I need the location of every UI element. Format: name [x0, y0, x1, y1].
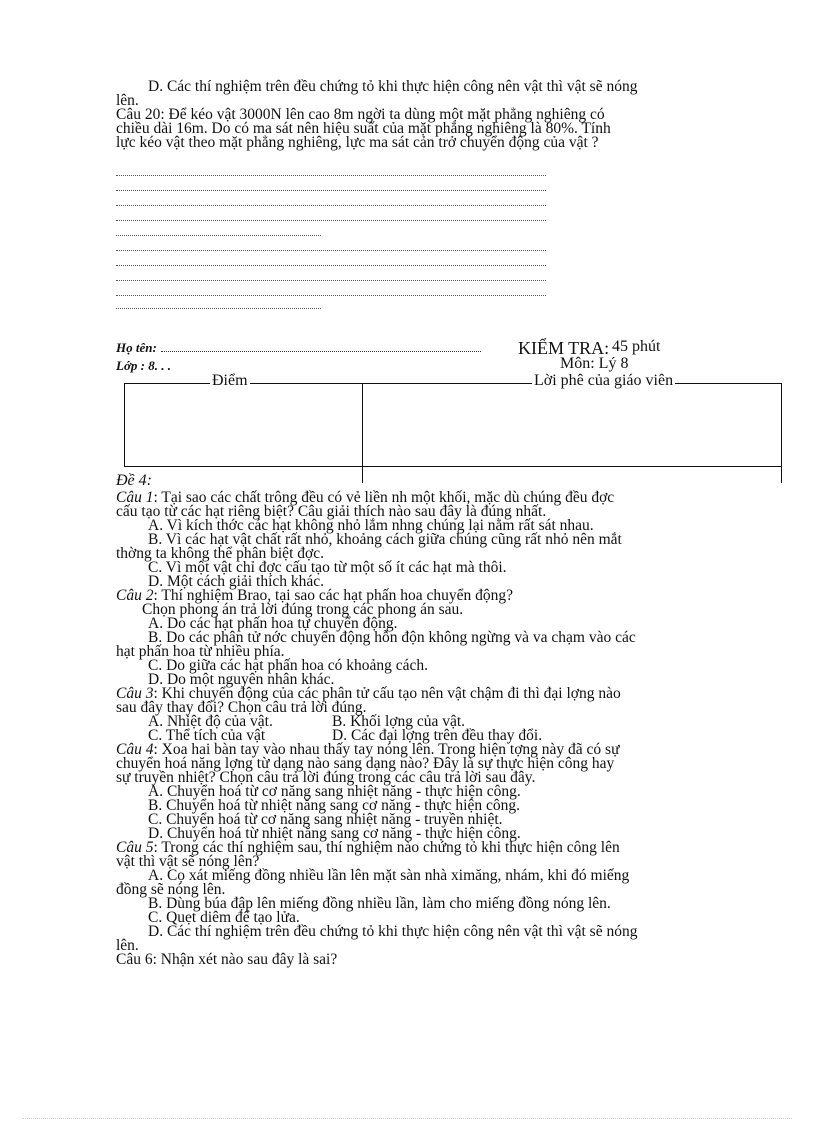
answer-line — [116, 240, 546, 251]
q2-option-b: B. Do các phân tử nớc chuyển động hỗn độn không ngừng và va chạm vào các — [148, 629, 636, 646]
comment-label: Lời phê của giáo viên — [534, 372, 674, 389]
name-field: Họ tên: — [116, 340, 481, 356]
answer-line — [116, 298, 321, 309]
exam-code: Đề 4: — [116, 472, 152, 489]
question-4: Câu 4: Xoa hai bàn tay vào nhau thấy tay nóng lên. Trong hiện tợng này đã có sự — [116, 741, 620, 758]
test-duration: 45 phút — [612, 338, 661, 355]
q3-option-b: B. Khối lợng của vật. — [332, 713, 466, 730]
answer-line — [116, 210, 546, 221]
test-title: KIỂM TRA: — [518, 338, 610, 358]
q19-option-d: D. Các thí nghiệm trên đều chứng tỏ khi thực hiện công nên vật thì vật sẽ nóng — [148, 78, 638, 95]
q4-option-d: D. Chuyển hoá từ nhiệt năng sang cơ năng - thực hiện công. — [148, 825, 521, 842]
test-subject: Môn: Lý 8 — [560, 355, 629, 372]
class-field: Lớp : 8. . . — [116, 358, 171, 373]
q3-option-c: C. Thể tích của vật — [148, 727, 266, 744]
q3-option-a: A. Nhiệt độ của vật. — [148, 713, 273, 730]
answer-line — [116, 285, 546, 296]
question-2: Câu 2: Thí nghiệm Brao, tại sao các hạt phấn hoa chuyển động? — [116, 587, 514, 604]
answer-line — [116, 225, 321, 236]
question-3: Câu 3: Khi chuyển động của các phân tử cấu tạo nên vật chậm đi thì đại lợng nào — [116, 685, 621, 702]
question-5: Câu 5: Trong các thí nghiệm sau, thí nghiệm nào chứng tỏ khi thực hiện công lên — [116, 839, 620, 856]
answer-line — [116, 195, 546, 206]
q2-option-c: C. Do giữa các hạt phấn hoa có khoảng cách. — [148, 657, 428, 674]
score-comment-box — [124, 372, 782, 467]
q5-option-b: B. Dùng búa đập lên miếng đồng nhiều lần, làm cho miếng đồng nóng lên. — [148, 895, 611, 912]
top-section: D. Các thí nghiệm trên đều chứng tỏ khi thực hiện công nên vật thì vật sẽ nóng lên. Câu 20: Để kéo vật 3000N lên cao 8m ngời ta dùng một mặt phẳng nghiêng có chiều dài 16m. Do có ma sát nên hiệu suất của mặt phẳng nghiêng là 80%. Tính lực kéo vật theo mặt phẳng nghiêng, lực ma sát cản trở chuyển động của vật ? — [116, 80, 756, 150]
q4-option-b: B. Chuyển hoá từ nhiệt năng sang cơ năng - thực hiện công. — [148, 797, 520, 814]
answer-line — [116, 165, 546, 176]
question-6: Câu 6: Nhận xét nào sau đây là sai? — [116, 951, 338, 968]
answer-line — [116, 180, 546, 191]
q1-option-b: B. Vì các hạt vật chất rất nhỏ, khoảng cách giữa chúng cũng rất nhỏ nên mắt — [148, 531, 622, 548]
q5-option-d: D. Các thí nghiệm trên đều chứng tỏ khi thực hiện công nên vật thì vật sẽ nóng — [148, 923, 638, 940]
q2-option-a: A. Do các hạt phấn hoa tự chuyển động. — [148, 615, 398, 632]
answer-line — [116, 255, 546, 266]
q2-option-d: D. Do một nguyên nhân khác. — [148, 671, 335, 688]
q5-option-c: C. Quẹt diêm để tạo lửa. — [148, 909, 300, 926]
questions: Câu 1: Tại sao các chất trông đều có vẻ liền nh một khối, mặc dù chúng đều đợc cấu tạo từ các hạt riêng biệt? Câu giải thích nào sau đây là đúng nhất. A. Vì kích thớc các hạt không nhỏ lắm nhng chúng lại nằm rất sát nhau. B. Vì các hạt vật chất rất nhỏ, khoảng cách giữa chúng cũng rất nhỏ nên mắt thờng ta không thể phân biệt đợc. C. Vì một vật chỉ đợc cấu tạo từ một số ít các hạt mà thôi. D. Một cách giải thích khác. Câu 2: Thí nghiệm Brao, tại sao các hạt phấn hoa chuyển động? Chọn phong án trả lời đúng trong các phong án sau. A. Do các hạt phấn hoa tự chuyển động. B. Do các phân tử nớc chuyển động hỗn độn không ngừng và va chạm vào các hạt phấn hoa từ nhiều phía. C. Do giữa các hạt phấn hoa có khoảng cách. D. Do một nguyên nhân khác. Câu 3: Khi chuyển động của các phân tử cấu tạo nên vật chậm đi thì đại lợng nào sau đây thay đổi? Chọn câu trả lời đúng. A. Nhiệt độ của vật. B. Khối lợng của vật. C. Thể tích của vật D. Các đại lợng trên đều thay đổi. Câu 4: Xoa hai bàn tay vào nhau thấy tay nóng lên. Trong hiện tợng này đã có sự chuyển hoá năng lợng từ dạng nào sang dạng nào? Đây là sự thực hiện công hay sự truyền nhiệt? Chọn câu trả lời đúng trong các câu trả lời sau đây. A. Chuyển hoá từ cơ năng sang nhiệt năng - thực hiện công. B. Chuyển hoá từ nhiệt năng sang cơ năng - thực hiện công. C. Chuyển hoá từ cơ năng sang nhiệt năng - truyền nhiệt. D. Chuyển hoá từ nhiệt năng sang cơ năng - thực hiện công. Câu 5: Trong các thí nghiệm sau, thí nghiệm nào chứng tỏ khi thực hiện công lên vật thì vật sẽ nóng lên? A. Cọ xát miếng đồng nhiều lần lên mặt sàn nhà ximăng, nhám, khi đó miếng đồng sẽ nóng lên. B. Dùng búa đập lên miếng đồng nhiều lần, làm cho miếng đồng nóng lên. C. Quẹt diêm để tạo lửa. D. Các thí nghiệm trên đều chứng tỏ khi thực hiện công nên vật thì vật sẽ nóng lên. Câu 6: Nhận xét nào sau đây là sai? — [116, 491, 756, 967]
page-bottom-border — [22, 1118, 792, 1119]
q1-option-d: D. Một cách giải thích khác. — [148, 573, 325, 590]
answer-line — [116, 270, 546, 281]
q1-option-a: A. Vì kích thớc các hạt không nhỏ lắm nhng chúng lại nằm rất sát nhau. — [148, 517, 594, 534]
q20-text: Câu 20: Để kéo vật 3000N lên cao 8m ngời ta dùng một mặt phẳng nghiêng có — [116, 106, 605, 123]
q4-option-c: C. Chuyển hoá từ cơ năng sang nhiệt năng - truyền nhiệt. — [148, 811, 503, 828]
question-1: Câu 1: Tại sao các chất trông đều có vẻ liền nh một khối, mặc dù chúng đều đợc — [116, 489, 615, 506]
q1-option-c: C. Vì một vật chỉ đợc cấu tạo từ một số ít các hạt mà thôi. — [148, 559, 507, 576]
q3-option-d: D. Các đại lợng trên đều thay đổi. — [332, 727, 543, 744]
q4-option-a: A. Chuyển hoá từ cơ năng sang nhiệt năng - thực hiện công. — [148, 783, 521, 800]
score-label: Điểm — [212, 372, 248, 389]
q5-option-a: A. Cọ xát miếng đồng nhiều lần lên mặt sàn nhà ximăng, nhám, khi đó miếng — [148, 867, 630, 884]
